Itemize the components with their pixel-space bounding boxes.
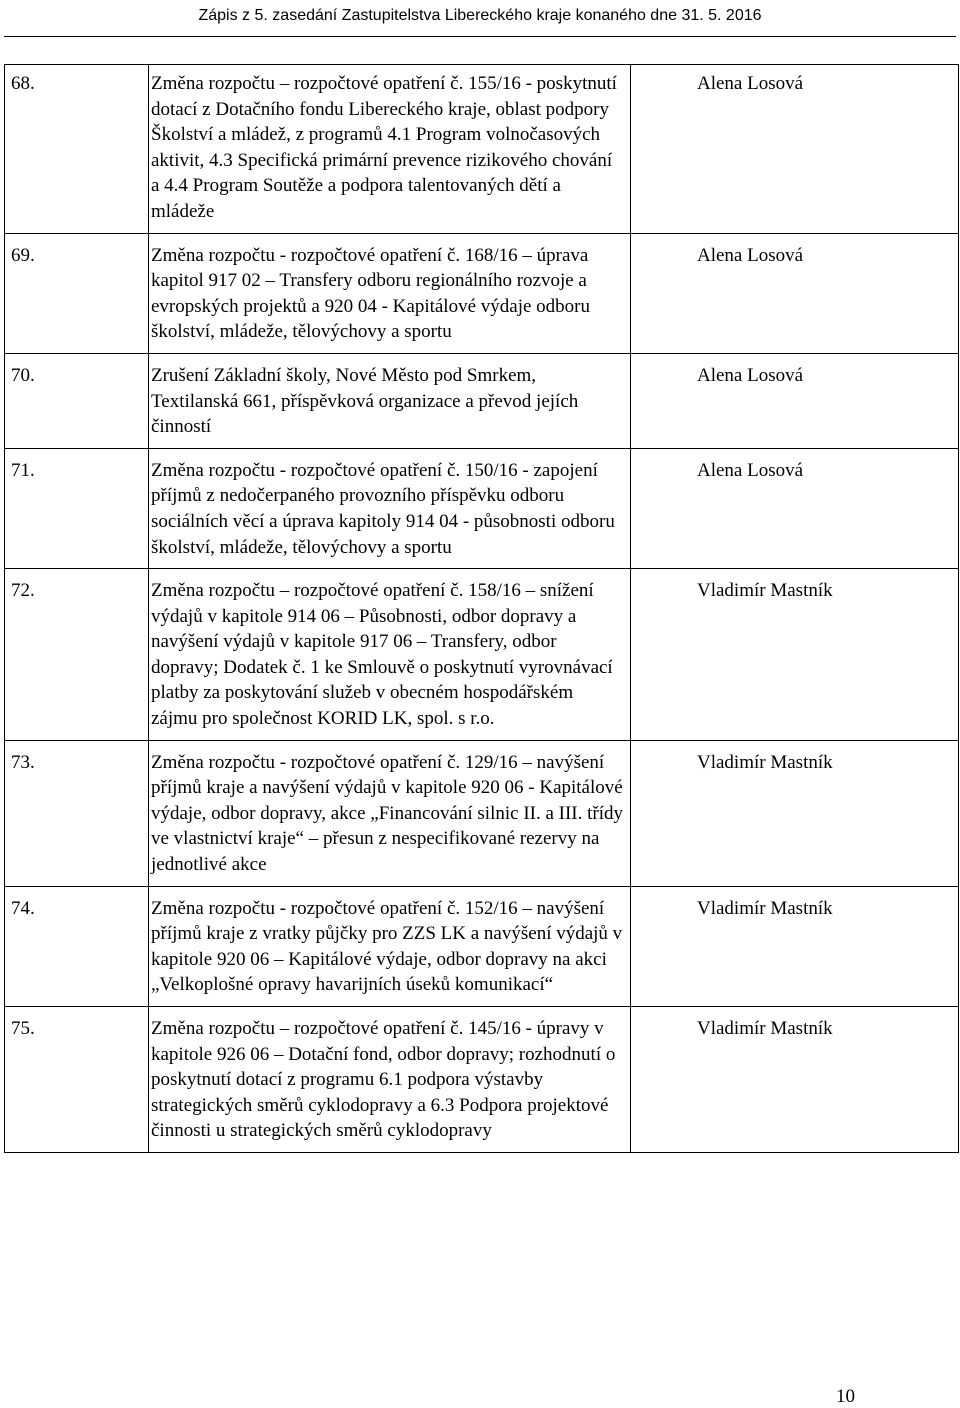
item-title-cell — [149, 353, 631, 448]
item-presenter: Alena Losová — [697, 459, 804, 481]
item-title: Změna rozpočtu – rozpočtové opatření č. 158/16 – snížení výdajů v kapitole 914 06 – Působnosti, odbor dopravy a navýšení výdajů v kapitole 917 06 – Transfery, odbor dopravy; Dodatek č. 1 ke Smlouvě o poskytnutí vyrovnávací platby za poskytování služeb v obecném hospodářském zájmu pro společnost KORID LK, spol. s r.o. — [151, 580, 613, 730]
agenda-row — [5, 65, 959, 234]
item-presenter: Vladimír Mastník — [697, 1018, 833, 1039]
item-number: 69. — [11, 244, 35, 266]
item-title-cell — [149, 448, 631, 568]
item-number: 74. — [11, 897, 35, 919]
item-number-cell — [5, 740, 149, 886]
item-presenter: Alena Losová — [697, 364, 804, 386]
item-number-cell — [5, 569, 149, 741]
item-number: 73. — [11, 751, 35, 773]
item-number-cell — [5, 233, 149, 353]
page-number: 10 — [836, 1386, 855, 1407]
item-number: 71. — [11, 459, 35, 481]
item-number: 68. — [11, 73, 35, 94]
item-presenter: Vladimír Mastník — [697, 897, 833, 919]
item-title-cell — [149, 65, 631, 234]
item-title-cell — [149, 1007, 631, 1153]
item-title: Změna rozpočtu - rozpočtové opatření č. 129/16 – navýšení příjmů kraje a navýšení výdajů v kapitole 920 06 - Kapitálové výdaje, odbor dopravy, akce „Financování silnic II. a III. třídy ve vlastnictví kraje“ – přesun z nespecifikované rezervy na jednotlivé akce — [151, 751, 624, 876]
item-title: Změna rozpočtu - rozpočtové opatření č. 150/16 - zapojení příjmů z nedočerpaného provozního příspěvku odboru sociálních věcí a úprava kapitoly 914 04 - působnosti odboru školství, mládeže, tělovýchovy a sportu — [151, 459, 615, 558]
item-presenter-cell — [631, 569, 959, 741]
agenda-row — [5, 353, 959, 448]
item-title-cell — [149, 233, 631, 353]
item-title-cell — [149, 886, 631, 1006]
item-number: 72. — [11, 580, 35, 602]
item-presenter: Vladimír Mastník — [697, 580, 833, 602]
item-number: 70. — [11, 364, 35, 386]
item-presenter-cell — [631, 448, 959, 568]
item-number-cell — [5, 353, 149, 448]
header-divider — [4, 36, 956, 37]
item-number-cell — [5, 448, 149, 568]
item-title: Změna rozpočtu – rozpočtové opatření č. 155/16 - poskytnutí dotací z Dotačního fondu Libereckého kraje, oblast podpory Školství a mládež, z programů 4.1 Program volnočasových aktivit, 4.3 Specifická primární prevence rizikového chování a 4.4 Program Soutěže a podpora talentovaných dětí a mládeže — [151, 73, 617, 222]
item-title: Změna rozpočtu - rozpočtové opatření č. 168/16 – úprava kapitol 917 02 – Transfery odboru regionálního rozvoje a evropských projektů a 920 04 - Kapitálové výdaje odboru školství, mládeže, tělovýchovy a sportu — [151, 244, 590, 343]
item-presenter: Vladimír Mastník — [697, 751, 833, 773]
item-title-cell — [149, 569, 631, 741]
item-presenter-cell — [631, 1007, 959, 1153]
item-title: Změna rozpočtu - rozpočtové opatření č. 152/16 – navýšení příjmů kraje z vratky půjčky pro ZZS LK a navýšení výdajů v kapitole 920 06 – Kapitálové výdaje, odbor dopravy na akci „Velkoplošné opravy havarijních úseků komunikací“ — [151, 897, 623, 996]
item-presenter-cell — [631, 65, 959, 234]
item-presenter-cell — [631, 886, 959, 1006]
agenda-row — [5, 448, 959, 568]
agenda-table — [4, 64, 959, 1153]
item-presenter: Alena Losová — [697, 244, 804, 266]
item-presenter-cell — [631, 233, 959, 353]
item-number-cell — [5, 886, 149, 1006]
item-presenter-cell — [631, 740, 959, 886]
page-header: Zápis z 5. zasedání Zastupitelstva Libereckého kraje konaného dne 31. 5. 2016 — [198, 7, 762, 24]
item-number: 75. — [11, 1018, 35, 1039]
item-number-cell — [5, 65, 149, 234]
item-presenter: Alena Losová — [697, 73, 804, 94]
item-title: Zrušení Základní školy, Nové Město pod Smrkem, Textilanská 661, příspěvková organizace a převod jejích činností — [151, 364, 579, 438]
agenda-row — [5, 740, 959, 886]
agenda-row — [5, 886, 959, 1006]
item-title-cell — [149, 740, 631, 886]
item-number-cell — [5, 1007, 149, 1153]
agenda-row — [5, 1007, 959, 1153]
agenda-row — [5, 569, 959, 741]
item-presenter-cell — [631, 353, 959, 448]
agenda-row — [5, 233, 959, 353]
item-title: Změna rozpočtu – rozpočtové opatření č. 145/16 - úpravy v kapitole 926 06 – Dotační fond, odbor dopravy; rozhodnutí o poskytnutí dotací z programu 6.1 podpora výstavby strategických směrů cyklodopravy a 6.3 Podpora projektové činnosti u strategických směrů cyklodopravy — [151, 1018, 616, 1142]
